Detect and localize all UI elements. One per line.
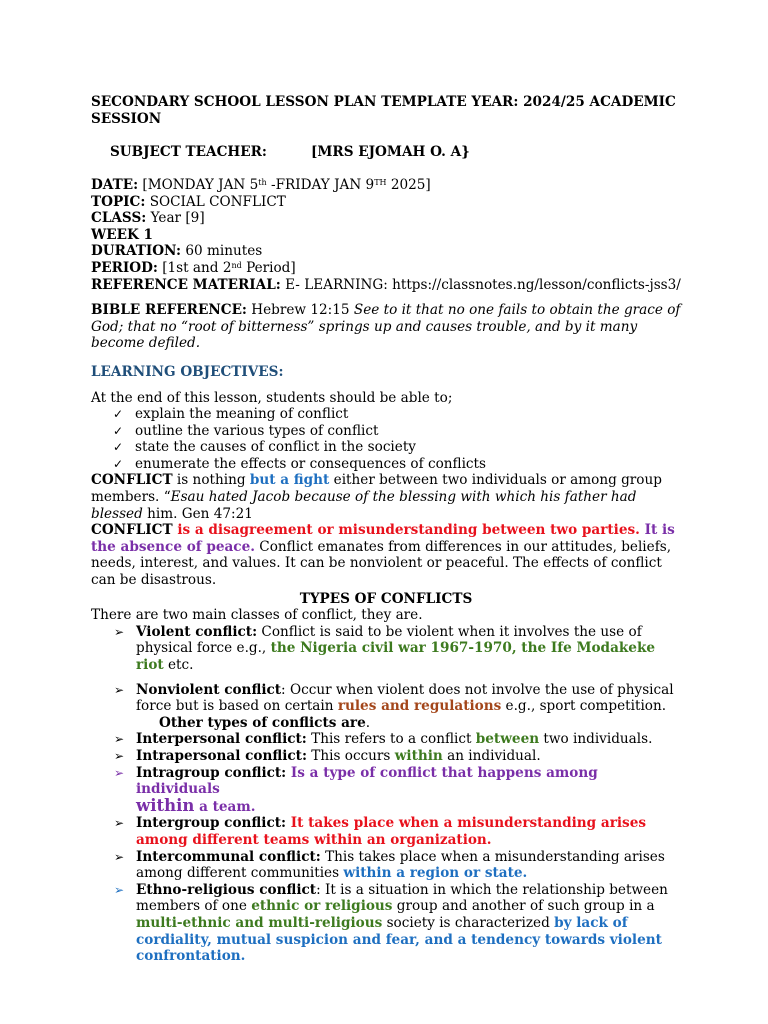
reference-label: REFERENCE MATERIAL: [91,276,281,293]
teacher-label: SUBJECT TEACHER: [109,143,267,160]
check-icon: ✓ [113,440,124,455]
conflict-definition-2: CONFLICT is a disagreement or misunderstanding between two parties. It is the absence of peace. Conflict emanates from differences in our attitudes, beliefs, needs, interest, and values. It can be nonviolent or peaceful. The effects of conflict can be disastrous. [91,522,675,589]
duration-label: DURATION: [91,243,182,260]
arrow-bullet-icon: ➢ [114,732,125,747]
definition-term: CONFLICT [91,522,173,539]
other-types-list [91,731,681,964]
arrow-bullet-icon: ➢ [114,849,125,864]
list-item-intrapersonal: ➢ Intrapersonal conflict: This occurs within an individual. [114,747,541,764]
arrow-bullet-icon: ➢ [114,882,125,897]
list-item-ethno-religious: ➢ Ethno-religious conflict: It is a situation in which the relationship between members of one ethnic or religious group and another of such group in a multi-ethnic and multi-religious society is characterized by lack of cordiality, mutual suspicion and fear, and a tendency towards violent confrontation. [114,881,668,965]
title-line-2: SESSION [91,110,162,127]
class-line [91,210,681,227]
arrow-bullet-icon: ➢ [114,624,125,639]
arrow-bullet-icon: ➢ [114,682,125,697]
document-title [91,94,681,127]
conflict-types-list [91,624,681,715]
teacher-value: [MRS EJOMAH O. A} [310,143,470,160]
other-types-heading: Other types of conflicts are. [159,714,371,731]
date-sup-1: th [258,177,267,187]
list-item: ✓ state the causes of conflict in the society [113,439,416,456]
bible-label: BIBLE REFERENCE: [91,302,247,319]
list-item: ✓ explain the meaning of conflict [113,406,349,423]
date-value-end: 2025] [386,176,431,193]
types-intro: There are two main classes of conflict, they are. [91,607,423,624]
reference-material-line [91,277,681,294]
list-item: ✓ outline the various types of conflict [113,422,379,439]
period-value-start: [1st and 2 [162,259,232,276]
definition-quote: Esau hated Jacob because of the blessing with which his father had blessed [91,489,637,522]
list-item-interpersonal: ➢ Interpersonal conflict: This refers to a conflict between two individuals. [114,731,653,748]
duration-value: 60 minutes [185,243,263,260]
definition-purple-text: It is the absence of peace. [91,522,675,555]
date-sup-2: TH [374,177,387,187]
topic-line [91,194,681,211]
period-label: PERIOD: [91,259,158,276]
definition-term: CONFLICT [91,472,173,489]
arrow-bullet-icon: ➢ [114,816,125,831]
bible-reference-line [91,302,681,352]
lesson-plan-content [91,94,681,965]
period-value-end: Period] [241,259,296,276]
definition-red-text: is a disagreement or misunderstanding between two parties. [172,522,640,539]
topic-value: SOCIAL CONFLICT [149,193,286,210]
check-icon: ✓ [113,407,124,422]
period-line [91,260,681,277]
reference-value: E- LEARNING: https://classnotes.ng/lesson/conflicts-jss3/ [285,276,681,293]
definition-ref: him. Gen 47:21 [142,505,253,522]
date-value-start: [MONDAY JAN 5 [142,176,259,193]
conflict-definition-1: CONFLICT is nothing but a fight either between two individuals or among group members. “Esau hated Jacob because of the blessing with which his father had blessed him. Gen 47:21 [91,472,662,522]
bible-text: See to it that no one fails to obtain the grace of God; that no “root of bitterness” springs up and causes trouble, and by it many become defiled. [91,302,681,352]
list-item-nonviolent: ➢ Nonviolent conflict: Occur when violent does not involve the use of physical force but is based on certain rules and regulations e.g., sport competition. [114,681,674,715]
bible-ref: Hebrew 12:15 [251,302,350,319]
definition-highlight: but a fight [249,472,330,489]
objectives-intro: At the end of this lesson, students should be able to; [91,389,453,406]
class-label: CLASS: [91,210,147,227]
arrow-bullet-icon: ➢ [114,748,125,763]
objectives-heading: LEARNING OBJECTIVES: [91,363,284,380]
date-value-mid: -FRIDAY JAN 9 [266,176,375,193]
list-item-intergroup: ➢ Intergroup conflict: It takes place when a misunderstanding arises among different teams within an organization. [114,815,647,848]
list-item: ✓ enumerate the effects or consequences of conflicts [113,455,486,472]
subject-teacher-line [91,127,681,177]
date-label: DATE: [91,176,139,193]
period-sup: nd [231,260,242,270]
duration-line [91,243,681,260]
arrow-bullet-icon: ➢ [114,765,125,780]
list-item-intragroup: ➢ Intragroup conflict: Is a type of conflict that happens among individuals within a team. [114,764,598,815]
list-item-intercommunal: ➢ Intercommunal conflict: This takes place when a misunderstanding arises among different communities within a region or state. [114,848,665,882]
topic-label: TOPIC: [91,193,146,210]
date-line [91,177,681,194]
class-value: Year [9] [150,210,205,227]
check-icon: ✓ [113,423,124,438]
check-icon: ✓ [113,456,124,471]
list-item-violent: ➢ Violent conflict: Conflict is said to be violent when it involves the use of physical force e.g., the Nigeria civil war 1967-1970, the Ife Modakeke riot etc. [114,623,656,673]
types-heading: TYPES OF CONFLICTS [299,590,473,607]
title-line-1: SECONDARY SCHOOL LESSON PLAN TEMPLATE YEAR: 2024/25 ACADEMIC [91,94,676,110]
week-line: WEEK 1 [91,226,153,243]
objectives-list [91,406,681,472]
